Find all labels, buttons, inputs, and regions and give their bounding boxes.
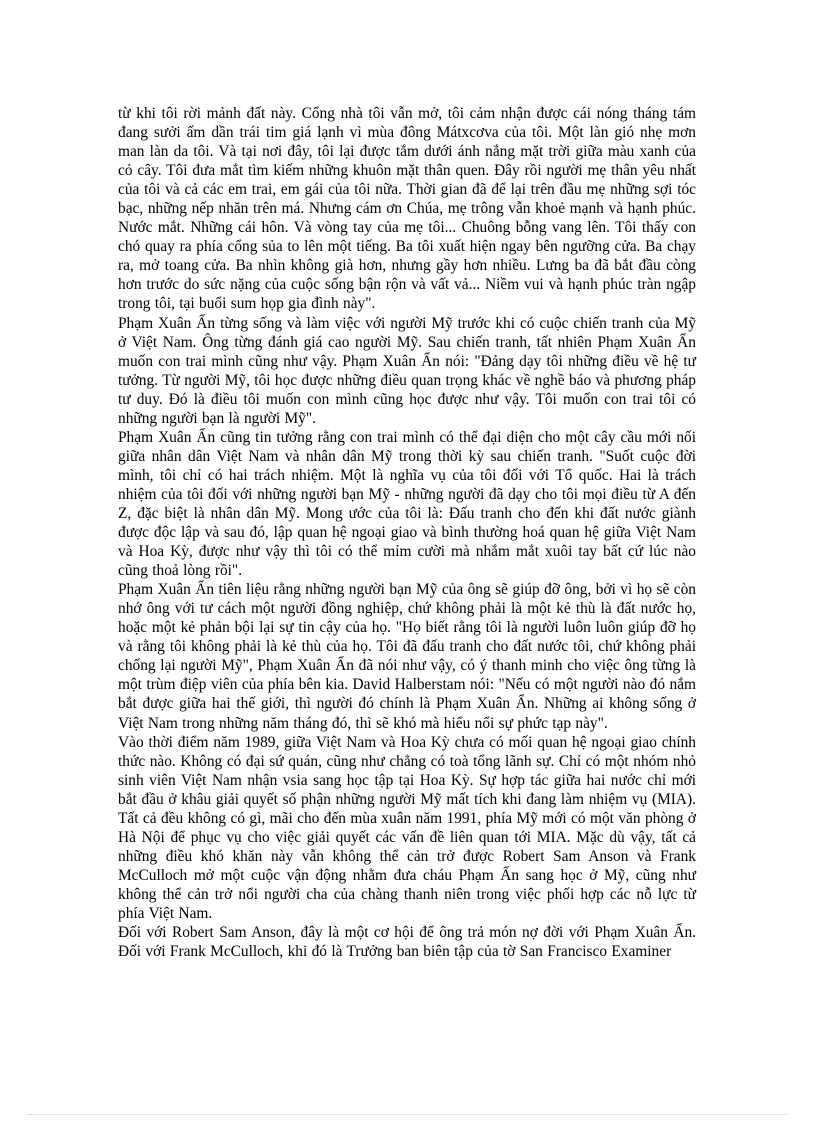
paragraph-homecoming: từ khi tôi rời mảnh đất này. Cổng nhà tôi vẫn mở, tôi cảm nhận được cái nóng tháng tám đang sưởi ấm dần trái tim giá lạnh vì mùa đông Mátxcơva của tôi. Một làn gió nhẹ mơn man làn da tôi. Và tại nơi đây, tôi lại được tắm dưới ánh nắng mặt trời giữa màu xanh của cỏ cây. Tôi đưa mắt tìm kiếm những khuôn mặt thân quen. Đây rồi người mẹ thân yêu nhất của tôi và cả các em trai, em gái của tôi nữa. Thời gian đã để lại trên đầu mẹ những sợi tóc bạc, những nếp nhăn trên má. Nhưng cám ơn Chúa, mẹ trông vẫn khoẻ mạnh và hạnh phúc. Nước mắt. Những cái hôn. Và vòng tay của mẹ tôi... Chuông bỗng vang lên. Tôi thấy con chó quay ra phía cổng sủa to lên một tiếng. Ba tôi xuất hiện ngay bên ngưỡng cửa. Ba chạy ra, mở toang cửa. Ba nhìn không già hơn, nhưng gầy hơn nhiều. Lưng ba đã bắt đầu còng hơn trước do sức nặng của cuộc sống bận rộn và vất vả... Niềm vui và hạnh phúc tràn ngập trong tôi, tại buổi sum họp gia đình này". bbox=[118, 105, 696, 313]
paragraph-bridge: Phạm Xuân Ẩn cũng tin tưởng rằng con trai mình có thể đại diện cho một cây cầu mới nối giữa nhân dân Việt Nam và nhân dân Mỹ trong thời kỳ sau chiến tranh. "Suốt cuộc đời mình, tôi chỉ có hai trách nhiệm. Một là nghĩa vụ của tôi đối với Tổ quốc. Hai là trách nhiệm của tôi đối với những người bạn Mỹ - những người đã dạy cho tôi mọi điều từ A đến Z, đặc biệt là nhân dân Mỹ. Mong ước của tôi là: Đấu tranh cho đến khi đất nước giành được độc lập và sau đó, lập quan hệ ngoại giao và bình thường hoá quan hệ giữa Việt Nam và Hoa Kỳ, được như vậy thì tôi có thể mỉm cười mà nhắm mắt xuôi tay bất cứ lúc nào cũng thoả lòng rồi". bbox=[118, 428, 696, 580]
paragraph-anson-mcculloch: Đối với Robert Sam Anson, đây là một cơ hội để ông trả món nợ đời với Phạm Xuân Ẩn. Đối với Frank McCulloch, khi đó là Trưởng ban biên tập của tờ San Francisco Examiner bbox=[118, 924, 696, 961]
page-bottom-border bbox=[28, 1114, 788, 1115]
paragraph-american-friends: Phạm Xuân Ẩn từng sống và làm việc với người Mỹ trước khi có cuộc chiến tranh của Mỹ ở Việt Nam. Ông từng đánh giá cao người Mỹ. Sau chiến tranh, tất nhiên Phạm Xuân Ẩn muốn con trai mình cũng như vậy. Phạm Xuân Ẩn nói: "Đảng dạy tôi những điều về hệ tư tưởng. Từ người Mỹ, tôi học được những điều quan trọng khác về nghề báo và phương pháp tư duy. Đó là điều tôi muốn con mình cũng học được như vậy. Tôi muốn con trai tôi có những người bạn là người Mỹ". bbox=[118, 314, 696, 427]
paragraph-1989: Vào thời điểm năm 1989, giữa Việt Nam và Hoa Kỳ chưa có mối quan hệ ngoại giao chính thức nào. Không có đại sứ quán, cũng như chẳng có toà tổng lãnh sự. Chỉ có một nhóm nhỏ sinh viên Việt Nam nhận vsia sang học tập tại Hoa Kỳ. Sự hợp tác giữa hai nước chỉ mới bắt đầu ở khâu giải quyết số phận những người Mỹ mất tích khi đang làm nhiệm vụ (MIA). Tất cả đều không có gì, mãi cho đến mùa xuân năm 1991, phía Mỹ mới có một văn phòng ở Hà Nội để phục vụ cho việc giải quyết các vấn đề liên quan tới MIA. Mặc dù vậy, tất cả những điều khó khăn này vẫn không thể cản trở được Robert Sam Anson và Frank McCulloch mở một cuộc vận động nhằm đưa cháu Phạm Ẩn sang học ở Mỹ, cũng như không thể cản trở nổi người cha của chàng thanh niên trong việc phối hợp các nỗ lực từ phía Việt Nam. bbox=[118, 733, 696, 922]
document-body bbox=[118, 104, 696, 961]
paragraph-colleague: Phạm Xuân Ẩn tiên liệu rằng những người bạn Mỹ của ông sẽ giúp đỡ ông, bởi vì họ sẽ còn nhớ ông với tư cách một người đồng nghiệp, chứ không phải là một kẻ thù là đất nước họ, hoặc một kẻ phản bội lại sự tin cậy của họ. "Họ biết rằng tôi là người luôn luôn giúp đỡ họ và rằng tôi không phải là kẻ thù của họ. Tôi đã đấu tranh cho đất nước tôi, chứ không phải chống lại người Mỹ", Phạm Xuân Ẩn đã nói như vậy, có ý thanh minh cho việc ông từng là một trùm điệp viên của phía bên kia. David Halberstam nói: "Nếu có một người nào đó nắm bắt được giữa hai thế giới, thì người đó chính là Phạm Xuân Ẩn. Những ai không sống ở Việt Nam trong những năm tháng đó, thì sẽ khó mà hiểu nổi sự phức tạp này". bbox=[118, 581, 696, 732]
